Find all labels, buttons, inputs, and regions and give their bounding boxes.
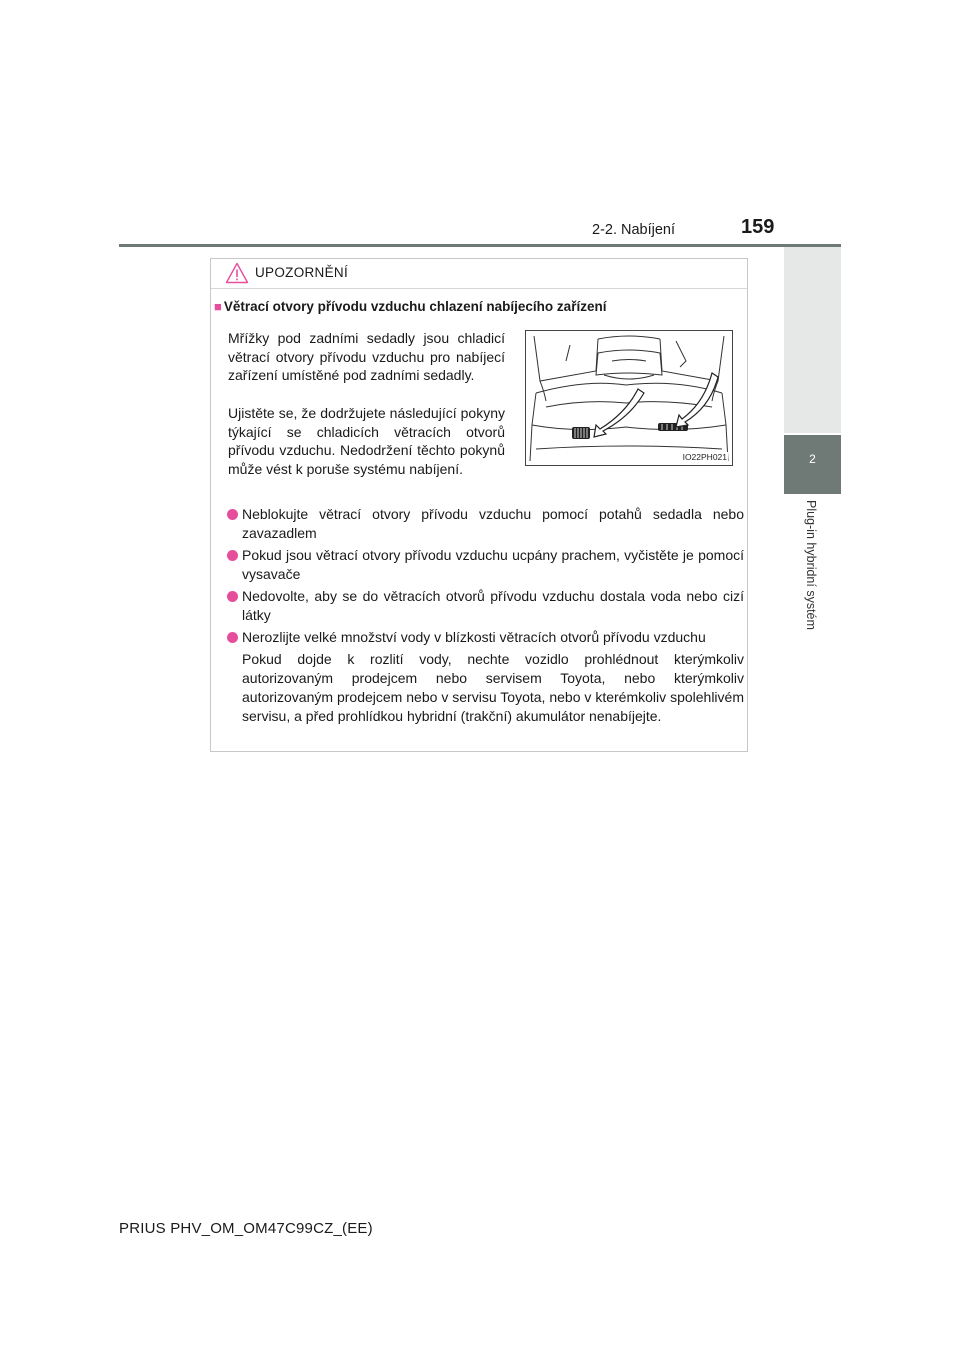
side-tab-background xyxy=(784,247,841,433)
bullet-dot-icon xyxy=(227,509,238,520)
bullet-item xyxy=(226,505,744,543)
bullet-item xyxy=(226,628,744,647)
header-rule xyxy=(119,244,841,247)
paragraph-instructions: Ujistěte se, že dodržujete následující pokyny týkající se chladicích větracích otvorů přívodu vzduchu. Nedodržení těchto pokynů může vést k poruše systému nabíjení. xyxy=(228,405,505,477)
section-heading xyxy=(214,299,606,314)
section-heading-text: Větrací otvory přívodu vzduchu chlazení nabíjecího zařízení xyxy=(223,299,607,314)
bullet-text: Nerozlijte velké množství vody v blízkosti větracích otvorů přívodu vzduchu xyxy=(242,629,706,645)
bullet-dot-icon xyxy=(227,591,238,602)
heading-square-icon: ■ xyxy=(214,299,222,314)
paragraph-intake-location: Mřížky pod zadními sedadly jsou chladicí větrací otvory přívodu vzduchu pro nabíjecí zařízení umístěné pod zadními sedadly. xyxy=(228,330,505,383)
bullet-dot-icon xyxy=(227,632,238,643)
footer-doc-id: PRIUS PHV_OM_OM47C99CZ_(EE) xyxy=(119,1220,373,1237)
side-tab-label: Plug-in hybridní systém xyxy=(804,500,818,630)
bullet-text: Pokud jsou větrací otvory přívodu vzduchu ucpány prachem, vyčistěte je pomocí vysavače xyxy=(242,547,744,582)
warning-triangle-icon xyxy=(225,262,249,284)
rear-seat-illustration xyxy=(525,330,733,466)
bullet-text: Neblokujte větrací otvory přívodu vzduchu pomocí potahů sedadla nebo zavazadlem xyxy=(242,506,744,541)
side-tab-number: 2 xyxy=(809,452,816,466)
bullet-item xyxy=(226,587,744,625)
warning-header xyxy=(211,259,747,289)
bullet-text: Nedovolte, aby se do větracích otvorů přívodu vzduchu dostala voda nebo cizí látky xyxy=(242,588,744,623)
bullet-list xyxy=(226,505,744,726)
header-section: 2-2. Nabíjení xyxy=(592,222,676,238)
warning-title: UPOZORNĚNÍ xyxy=(255,265,349,280)
rear-seat-drawing xyxy=(526,331,732,465)
illustration-code: IO22PH021 xyxy=(682,452,727,462)
bullet-item xyxy=(226,546,744,584)
page-number: 159 xyxy=(741,216,775,238)
bullet-dot-icon xyxy=(227,550,238,561)
bullet-sub-note: Pokud dojde k rozlití vody, nechte vozidlo prohlédnout kterýmkoliv autorizovaným prodejcem nebo servisem Toyota, nebo kterýmkoliv autorizovaným prodejcem nebo v servisu Toyota, nebo v kterémkoliv spolehlivém servisu, a před prohlídkou hybridní (trakční) akumulátor nenabíjejte. xyxy=(242,651,744,724)
